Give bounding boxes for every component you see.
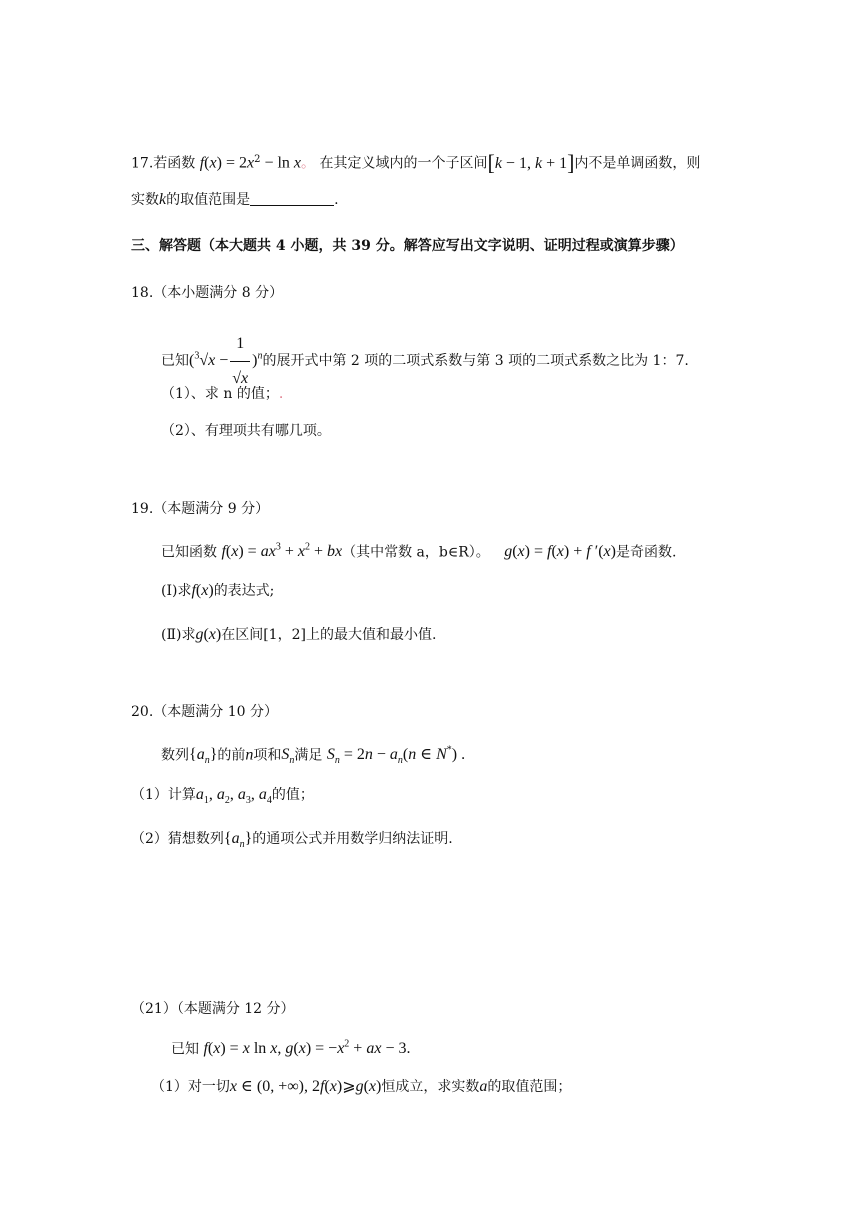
q21-part1: （1）对一切x ∈ (0, +∞), 2f(x)⩾g(x)恒成立，求实数a的取值范围； <box>151 1078 572 1095</box>
q20-part1: （1）计算$a_1$, $a_2$, $a_3$, $a_4$的值； <box>131 786 314 807</box>
q21-given-prefix: 已知 <box>171 1041 199 1058</box>
q17-period: . <box>334 192 339 208</box>
q20-given-a: 数列 <box>161 747 189 764</box>
q19-given <box>161 538 676 562</box>
q17-answer-blank <box>250 191 334 206</box>
section3-heading: 三、解答题（本大题共 4 小题，共 39 分。解答应写出文字说明、证明过程或演算步骤） <box>131 238 684 254</box>
q20-part1-suffix: 的值； <box>271 787 314 803</box>
q20-part2-prefix: （2）猜想数列 <box>131 831 224 847</box>
q17-line2-b: 的取值范围是 <box>166 192 251 208</box>
q21-part1-suffix: 的取值范围； <box>487 1079 572 1095</box>
q19-part2-suffix: 在区间[1，2]上的最大值和最小值. <box>221 627 437 643</box>
q17-interval: [k − 1, k + 1] <box>487 149 575 175</box>
q19-f-formula: $f(x) = ax^3 + x^2$ + bx <box>221 542 343 561</box>
q21-part1-prefix: （1）对一切 <box>151 1079 230 1095</box>
q17-line2: 实数k的取值范围是 . <box>131 191 339 208</box>
q17-line2-a: 实数 <box>131 192 159 208</box>
q20-recurrence-formula: $S_n = 2n - a_n(n$ ∈ N*) . <box>326 745 466 767</box>
q21-part1-mid: 恒成立，求实数 <box>381 1079 480 1095</box>
q19-given-prefix: 已知函数 <box>161 544 217 561</box>
q21-formula: f(x) = x ln x, $g(x) = -x^2$ + ax − 3. <box>203 1039 411 1058</box>
q19-part2-prefix: (Ⅱ)求 <box>161 627 196 643</box>
q20-part2-suffix: 的通项公式并用数学归纳法证明. <box>252 831 453 847</box>
q18-part2: （2）、有理项共有哪几项。 <box>161 423 331 439</box>
q18-binomial-formula: ($^3$√x − $\frac{1}{√x}$ )$^n$ <box>189 352 262 369</box>
q20-part1-prefix: （1）计算 <box>131 787 196 803</box>
q19-given-mid: （其中常数 a，b∈R）。 <box>342 544 490 561</box>
q20-number: 20.（本题满分 10 分） <box>131 704 278 720</box>
q18-given-prefix: 已知 <box>161 353 189 370</box>
q20-given-d: 满足 <box>294 747 323 764</box>
q18-part1: （1）、求 n 的值；. <box>161 386 284 402</box>
q17-function-formula: f <box>199 154 205 172</box>
q20-given-b: 的前 <box>217 747 246 764</box>
q19-number: 19.（本题满分 9 分） <box>131 501 270 517</box>
q17-text-a: 在其定义域内的一个子区间 <box>319 155 488 172</box>
q21-condition-formula: x ∈ (0, +∞), 2f(x)⩾g(x) <box>229 1078 382 1095</box>
q20-part2: （2）猜想数列$\{a_n\}$的通项公式并用数学归纳法证明. <box>131 830 453 851</box>
q20-given: 数列$\{a_n\}$的前n项和$S_n$满足 $S_n = 2n - a_n(n$ ∈ N*) . <box>161 745 466 767</box>
q18-number: 18.（本小题满分 8 分） <box>131 285 284 301</box>
q21-number: （21）（本题满分 12 分） <box>131 1001 295 1017</box>
q19-part1-suffix: 的表达式; <box>213 583 275 599</box>
q20-given-c: 项和 <box>253 747 282 764</box>
q19-g-formula: g(x) = f(x) + f ′(x) <box>504 543 616 561</box>
q17-text-b: 内不是单调函数，则 <box>574 155 701 172</box>
q19-part1: (Ⅰ)求f(x)的表达式; <box>161 582 275 599</box>
q17-line1: 17.若函数 $f(x) = 2x^2 - \ln x$。 在其定义域内的一个子区间[k − 1, k + 1]内不是单调函数，则 <box>131 149 701 175</box>
q21-given <box>171 1035 410 1059</box>
q19-part1-prefix: (Ⅰ)求 <box>161 583 192 599</box>
q18-part1-text: （1）、求 n 的值； <box>161 386 279 402</box>
q19-given-suffix: 是奇函数. <box>615 544 677 561</box>
q17-prefix: 17.若函数 <box>131 155 196 172</box>
q19-part2: (Ⅱ)求g(x)在区间[1，2]上的最大值和最小值. <box>161 626 437 643</box>
q18-given-suffix: 的展开式中第 2 项的二项式系数与第 3 项的二项式系数之比为 1：7. <box>262 353 689 370</box>
